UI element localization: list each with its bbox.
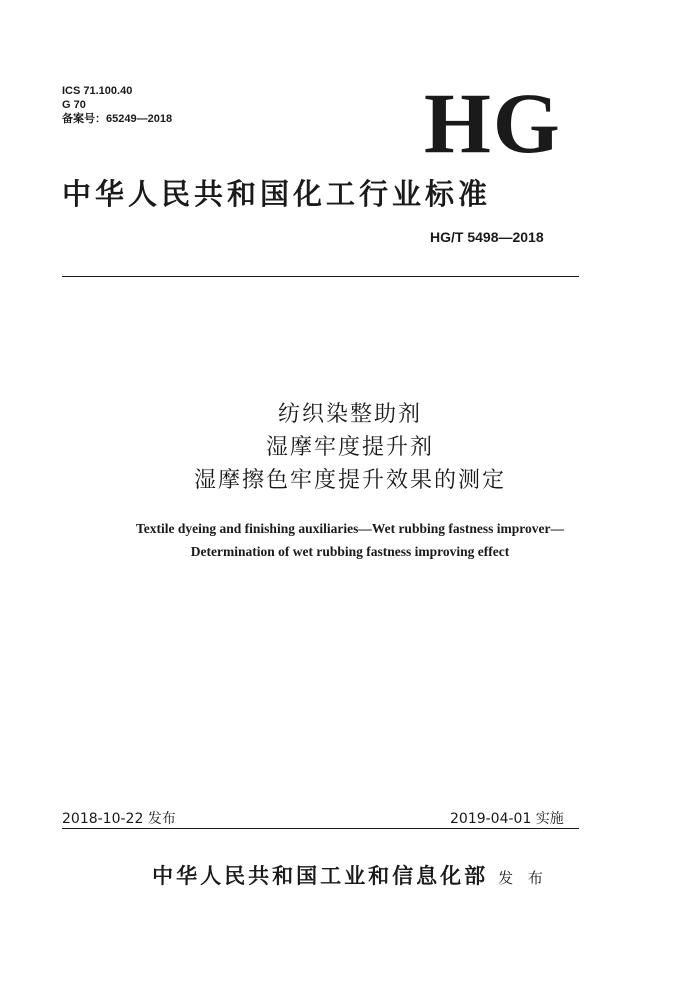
publisher-suffix: 发 布 bbox=[498, 869, 548, 887]
title-zh-line-1: 纺织染整助剂 bbox=[277, 402, 422, 427]
standard-code: HG/T 5498—2018 bbox=[430, 229, 544, 245]
title-en-line-2: Determination of wet rubbing fastness improving effect bbox=[190, 544, 510, 559]
bottom-divider bbox=[62, 828, 579, 829]
registration-number: 备案号：65249—2018 bbox=[62, 113, 173, 125]
title-zh-line-2: 湿摩牢度提升剂 bbox=[265, 435, 434, 460]
top-divider bbox=[62, 276, 579, 277]
publisher bbox=[0, 860, 700, 890]
ics-code: ICS 71.100.40 bbox=[62, 85, 133, 97]
standard-type-heading: 中华人民共和国化工行业标准 bbox=[62, 177, 492, 211]
issue-date: 2018-10-22 发布 bbox=[62, 811, 176, 827]
title-zh-line-3: 湿摩擦色牢度提升效果的测定 bbox=[193, 468, 506, 493]
hg-logo: HG bbox=[424, 75, 562, 171]
publisher-name: 中华人民共和国工业和信息化部 bbox=[152, 864, 489, 888]
implementation-date: 2019-04-01 实施 bbox=[450, 811, 564, 827]
classification-code: G 70 bbox=[62, 99, 86, 111]
title-en-line-1: Textile dyeing and finishing auxiliaries—Wet rubbing fastness improver— bbox=[136, 521, 564, 536]
